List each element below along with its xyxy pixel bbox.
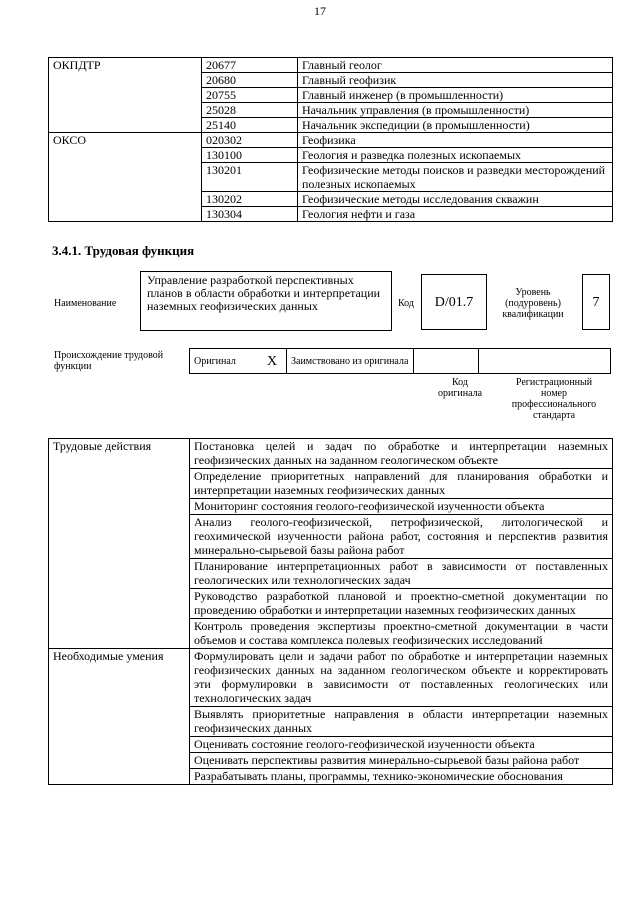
table-row: [49, 58, 613, 73]
table-row: [49, 649, 613, 707]
labor-action: Контроль проведения экспертизы проектно-сметной документации в части объемов и состава комплекса полевых геофизических исследований: [190, 619, 613, 649]
classifier-label: ОКСО: [49, 133, 202, 222]
classifier-code: 20677: [202, 58, 298, 73]
labor-actions-label: Трудовые действия: [49, 439, 190, 649]
classifier-label: ОКПДТР: [49, 58, 202, 133]
original-code-cell: [414, 349, 479, 374]
classifier-code: 130304: [202, 207, 298, 222]
table-row: [49, 439, 613, 469]
required-skill: Оценивать перспективы развития минерально-сырьевой базы района работ: [190, 753, 613, 769]
labor-action: Определение приоритетных направлений для планирования обработки и интерпретации наземных геофизических данных: [190, 469, 613, 499]
classifier-code: 20680: [202, 73, 298, 88]
labor-action: Анализ геолого-геофизической, петрофизической, литологической и геохимической изученности района работ, состояния и перспектив развития минерально-сырьевой базы района работ: [190, 515, 613, 559]
original-code-caption: Код оригинала: [437, 377, 483, 399]
function-name-box: Управление разработкой перспективных планов в области обработки и интерпретации наземных геофизических данных: [140, 271, 392, 331]
classifier-title: Геофизика: [298, 133, 613, 148]
classifier-code: 25028: [202, 103, 298, 118]
classifier-code: 20755: [202, 88, 298, 103]
classifier-title: Геология нефти и газа: [298, 207, 613, 222]
borrowed-label: Заимствовано из оригинала: [287, 349, 414, 374]
original-mark: X: [258, 349, 287, 374]
required-skill: Формулировать цели и задачи работ по обработке и интерпретации наземных геофизических данных на заданном геологическом объекте и корректировать эти формулировки в зависимости от поставленных геологических или технологических задач: [190, 649, 613, 707]
labor-action: Планирование интерпретационных работ в зависимости от поставленных геологических или технологических задач: [190, 559, 613, 589]
registration-number-cell: [479, 349, 611, 374]
classifier-title: Геофизические методы поисков и разведки месторождений полезных ископаемых: [298, 163, 613, 192]
classifier-code: 25140: [202, 118, 298, 133]
level-label: Уровень (подуровень) квалификации: [502, 287, 564, 320]
origin-table: [189, 348, 611, 374]
section-title: 3.4.1. Трудовая функция: [52, 243, 195, 258]
labor-action: Постановка целей и задач по обработке и интерпретации наземных геофизических данных на заданном геологическом объекте: [190, 439, 613, 469]
labor-function-table: [48, 438, 613, 785]
classifier-title: Начальник экспедиции (в промышленности): [298, 118, 613, 133]
classifier-code: 130202: [202, 192, 298, 207]
table-row: [49, 133, 613, 148]
classifier-title: Главный инженер (в промышленности): [298, 88, 613, 103]
classifier-title: Геология и разведка полезных ископаемых: [298, 148, 613, 163]
labor-action: Руководство разработкой плановой и проектно-сметной документации по проведению обработки и интерпретации наземных геофизических данных: [190, 589, 613, 619]
labor-action: Мониторинг состояния геолого-геофизической изученности объекта: [190, 499, 613, 515]
code-value-box: D/01.7: [421, 274, 487, 330]
registration-caption: Регистрационный номер профессионального стандарта: [511, 377, 597, 421]
classification-table: [48, 57, 613, 222]
classifier-title: Главный геофизик: [298, 73, 613, 88]
classifier-code: 020302: [202, 133, 298, 148]
classifier-code: 130201: [202, 163, 298, 192]
classifier-title: Главный геолог: [298, 58, 613, 73]
classifier-title: Геофизические методы исследования скважин: [298, 192, 613, 207]
required-skills-label: Необходимые умения: [49, 649, 190, 785]
page-number: 17: [314, 4, 326, 18]
code-label: Код: [398, 298, 414, 309]
level-value-box: 7: [582, 274, 610, 330]
required-skill: Разрабатывать планы, программы, технико-экономические обоснования: [190, 769, 613, 785]
name-label: Наименование: [54, 298, 117, 309]
required-skill: Выявлять приоритетные направления в области интерпретации наземных геофизических данных: [190, 707, 613, 737]
origin-label: Происхождение трудовой функции: [54, 350, 164, 372]
original-label: Оригинал: [190, 349, 259, 374]
table-row: [190, 349, 611, 374]
required-skill: Оценивать состояние геолого-геофизической изученности объекта: [190, 737, 613, 753]
classifier-code: 130100: [202, 148, 298, 163]
classifier-title: Начальник управления (в промышленности): [298, 103, 613, 118]
